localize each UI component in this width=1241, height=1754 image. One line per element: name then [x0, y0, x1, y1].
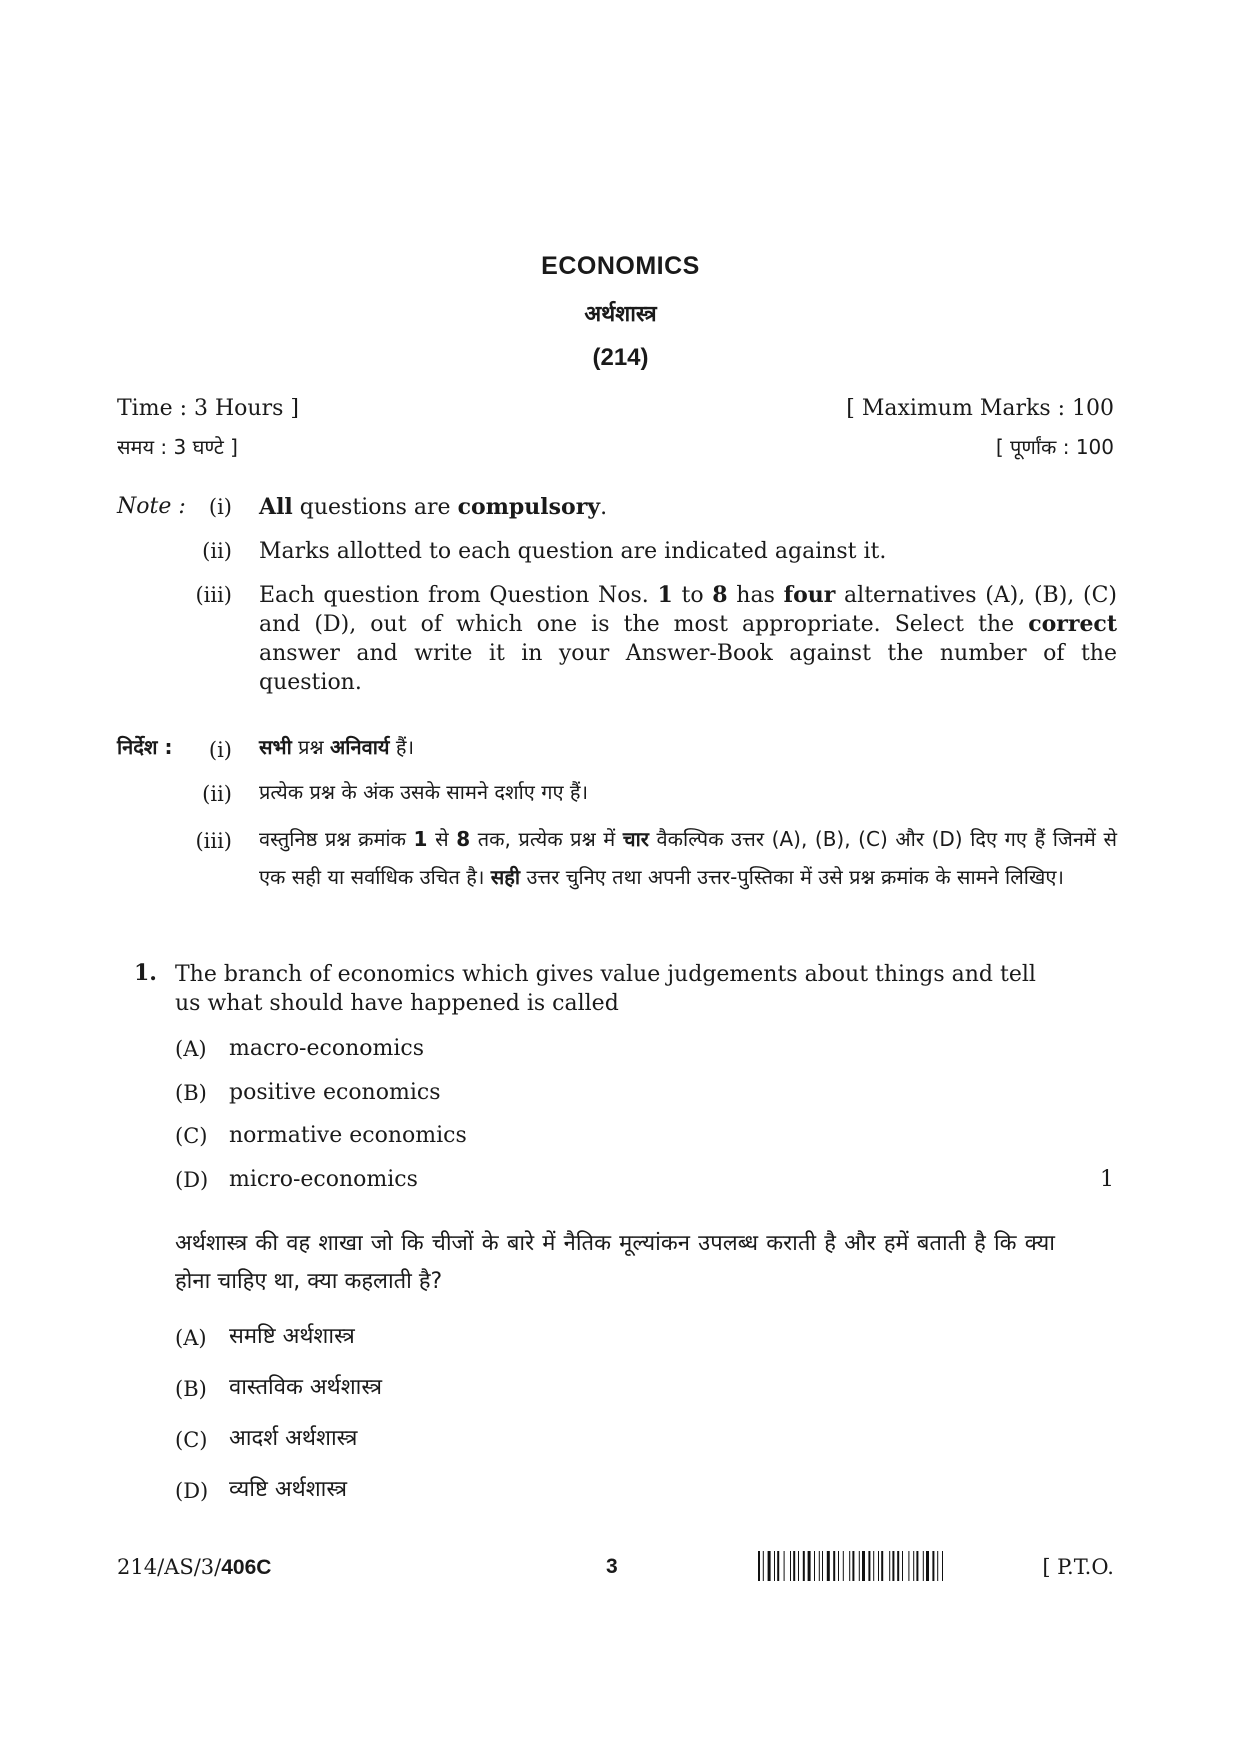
note-item-1: All questions are compulsory. [259, 494, 608, 520]
barcode-bar [777, 1551, 779, 1581]
page-number: 3 [606, 1555, 618, 1578]
barcode-bar [892, 1551, 894, 1581]
page-title: ECONOMICS [541, 252, 700, 280]
option-text: समष्टि अर्थशास्त्र [229, 1324, 355, 1349]
note-num: (i) [208, 738, 232, 762]
barcode-bar [923, 1551, 924, 1581]
option-text: व्यष्टि अर्थशास्त्र [229, 1477, 348, 1502]
option-letter: (B) [175, 1377, 207, 1401]
barcode-bar [897, 1551, 899, 1581]
barcode-bar [937, 1551, 938, 1581]
option-text: positive economics [229, 1080, 441, 1105]
paper-code: 214/AS/3/406C [117, 1555, 272, 1579]
barcode-image [758, 1551, 1016, 1581]
option-text: micro-economics [229, 1167, 418, 1192]
barcode-bar [916, 1551, 918, 1581]
barcode-bar [833, 1551, 835, 1581]
option-letter: (A) [175, 1037, 207, 1061]
barcode-bar [852, 1551, 854, 1581]
barcode-bar [768, 1551, 771, 1581]
barcode-bar [803, 1551, 805, 1581]
option-text: macro-economics [229, 1036, 425, 1061]
option-letter: (D) [175, 1168, 209, 1192]
question-text-hi: अर्थशास्त्र की वह शाखा जो कि चीजों के बारे में नैतिक मूल्यांकन उपलब्ध कराती है और हमें बताती है कि क्या होना चाहिए था, क्या कहलाती है? [175, 1231, 1055, 1294]
note-label: Note : [117, 494, 186, 519]
note-num: (i) [208, 495, 232, 519]
barcode-bar [758, 1551, 760, 1581]
note-item-2: Marks allotted to each question are indicated against it. [259, 539, 887, 564]
question-text-en: The branch of economics which gives value judgements about things and tell us what should have happened is called [175, 962, 1036, 1016]
barcode-bar [814, 1551, 815, 1581]
note-num: (iii) [195, 829, 232, 853]
max-marks-en: [ Maximum Marks : 100 [846, 396, 1114, 421]
note-item-3: Each question from Question Nos. 1 to 8 has four alternatives (A), (B), (C) and (D), out of which one is the most appropriate. Select the correct answer and write it in your Answer-Book against the number of the question. [259, 582, 1118, 695]
option-letter: (C) [175, 1428, 208, 1452]
barcode-bar [913, 1551, 914, 1581]
time-hi: समय : 3 घण्टे ] [117, 435, 238, 459]
option-text: normative economics [229, 1123, 467, 1148]
option-letter: (D) [175, 1479, 209, 1503]
barcode-bar [889, 1551, 890, 1581]
barcode-bar [843, 1551, 844, 1581]
note-num: (ii) [202, 539, 232, 563]
barcode-bar [849, 1551, 850, 1581]
note-num: (ii) [202, 782, 232, 806]
pto-label: [ P.T.O. [1042, 1555, 1114, 1579]
barcode-bar [932, 1551, 934, 1581]
barcode-bar [878, 1551, 879, 1581]
note-num: (iii) [195, 583, 232, 607]
barcode-bar [790, 1551, 791, 1581]
option-text: आदर्श अर्थशास्त्र [229, 1426, 358, 1451]
barcode-bar [793, 1551, 795, 1581]
barcode-bar [908, 1551, 909, 1581]
barcode-bar [902, 1551, 903, 1581]
barcode-bar [808, 1551, 811, 1581]
barcode-bar [822, 1551, 823, 1581]
barcode-bar [838, 1551, 839, 1581]
option-text: वास्तविक अर्थशास्त्र [229, 1375, 383, 1400]
barcode-bar [819, 1551, 820, 1581]
barcode-bar [868, 1551, 870, 1581]
barcode-bar [942, 1551, 943, 1581]
barcode-bar [763, 1551, 764, 1581]
barcode-bar [881, 1551, 883, 1581]
max-marks-hi: [ पूर्णांक : 100 [995, 435, 1114, 459]
option-letter: (A) [175, 1326, 207, 1350]
time-en: Time : 3 Hours ] [117, 396, 299, 421]
question-number: 1. [134, 960, 157, 986]
barcode-bar [873, 1551, 874, 1581]
note-label-hi: निर्देश : [117, 735, 173, 759]
barcode-bar [827, 1551, 830, 1581]
note-hi-item-3: वस्तुनिष्ठ प्रश्न क्रमांक 1 से 8 तक, प्रत्येक प्रश्न में चार वैकल्पिक उत्तर (A), (B), (C) और (D) दिए गए हैं जिनमें से एक सही या सर्वाधिक उचित है। सही उत्तर चुनिए तथा अपनी उत्तर-पुस्तिका में उसे प्रश्न क्रमांक के सामने लिखिए। [259, 827, 1118, 889]
question-marks: 1 [1100, 1167, 1114, 1192]
note-hi-item-2: प्रत्येक प्रश्न के अंक उसके सामने दर्शाए गए हैं। [259, 780, 589, 804]
option-letter: (C) [175, 1124, 208, 1148]
barcode-bar [859, 1551, 860, 1581]
option-letter: (B) [175, 1081, 207, 1105]
barcode-bar [862, 1551, 865, 1581]
barcode-bar [798, 1551, 799, 1581]
note-hi-item-1: सभी प्रश्न अनिवार्य हैं। [259, 735, 415, 759]
subject-code: (214) [592, 344, 649, 371]
barcode-bar [774, 1551, 775, 1581]
barcode-bar [926, 1551, 929, 1581]
page-title-hindi: अर्थशास्त्र [584, 302, 657, 327]
barcode-bar [784, 1551, 785, 1581]
